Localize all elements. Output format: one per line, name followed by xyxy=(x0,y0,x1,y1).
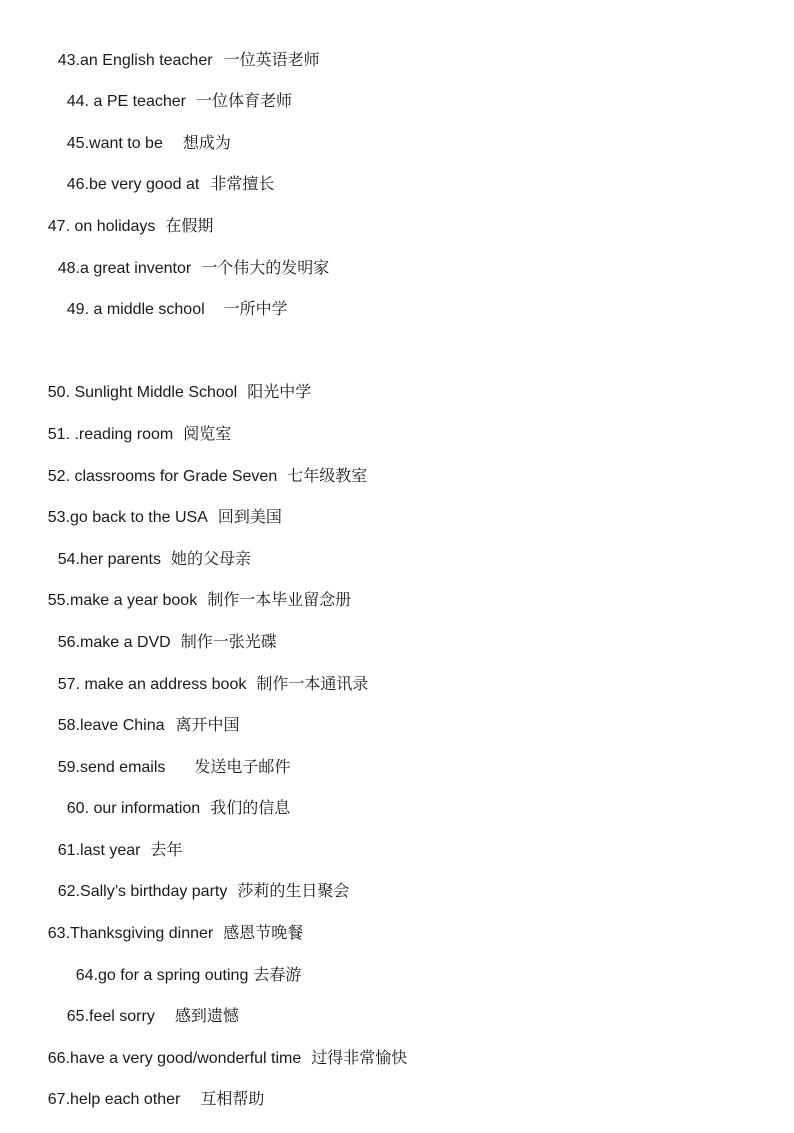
list-item xyxy=(49,276,288,318)
phrase-english: 64.go for a spring outing xyxy=(75,967,249,984)
phrase-chinese: 七年级教室 xyxy=(287,466,368,485)
phrase-english: 54.her parents xyxy=(57,551,161,568)
list-item xyxy=(30,193,214,235)
phrase-chinese: 阳光中学 xyxy=(247,382,312,401)
list-item xyxy=(30,1025,408,1067)
phrase-chinese: 阅览室 xyxy=(183,424,232,443)
phrase-chinese: 她的父母亲 xyxy=(170,549,251,568)
list-item xyxy=(40,734,291,776)
phrase-english: 60. our information xyxy=(66,800,201,817)
phrase-english: 67.help each other xyxy=(47,1091,181,1108)
phrase-chinese: 非常擅长 xyxy=(210,174,275,193)
list-item xyxy=(49,983,239,1025)
list-item xyxy=(40,692,240,734)
list-item xyxy=(40,235,330,277)
phrase-chinese: 过得非常愉快 xyxy=(311,1048,408,1067)
phrase-english: 49. a middle school xyxy=(66,301,205,318)
phrase-chinese: 想成为 xyxy=(182,133,231,152)
list-item xyxy=(49,775,291,817)
list-item xyxy=(49,68,292,110)
list-item xyxy=(40,609,277,651)
phrase-english: 48.a great inventor xyxy=(57,260,192,277)
phrase-english: 63.Thanksgiving dinner xyxy=(47,925,214,942)
phrase-chinese: 感到遗憾 xyxy=(174,1006,239,1025)
phrase-chinese: 互相帮助 xyxy=(200,1089,265,1108)
phrase-english: 59.send emails xyxy=(57,759,166,776)
phrase-english: 55.make a year book xyxy=(47,592,198,609)
phrase-english: 45.want to be xyxy=(66,135,163,152)
list-item xyxy=(30,401,232,443)
phrase-chinese: 制作一本通讯录 xyxy=(256,674,369,693)
list-item xyxy=(30,359,312,401)
phrase-english: 53.go back to the USA xyxy=(47,509,208,526)
phrase-english: 52. classrooms for Grade Seven xyxy=(47,468,278,485)
phrase-chinese: 离开中国 xyxy=(175,715,240,734)
list-item xyxy=(40,817,183,859)
phrase-english: 66.have a very good/wonderful time xyxy=(47,1050,302,1067)
phrase-english: 47. on holidays xyxy=(47,218,156,235)
phrase-english: 58.leave China xyxy=(57,717,165,734)
phrase-english: 62.Sally’s birthday party xyxy=(57,883,228,900)
list-item xyxy=(30,443,368,485)
phrase-english: 65.feel sorry xyxy=(66,1008,155,1025)
phrase-english: 57. make an address book xyxy=(57,676,247,693)
list-item xyxy=(30,484,282,526)
list-item xyxy=(40,526,251,568)
phrase-english: 56.make a DVD xyxy=(57,634,171,651)
phrase-chinese: 去年 xyxy=(150,840,183,859)
phrase-english: 50. Sunlight Middle School xyxy=(47,384,238,401)
list-item xyxy=(40,858,350,900)
phrase-chinese: 一个伟大的发明家 xyxy=(201,258,330,277)
phrase-english: 44. a PE teacher xyxy=(66,93,186,110)
phrase-english: 46.be very good at xyxy=(66,176,200,193)
list-item xyxy=(49,151,275,193)
phrase-chinese: 制作一张光碟 xyxy=(180,632,277,651)
phrase-chinese: 一位英语老师 xyxy=(223,50,320,69)
phrase-chinese: 一所中学 xyxy=(223,299,288,318)
list-item xyxy=(49,110,231,152)
list-item xyxy=(30,567,352,609)
list-item xyxy=(30,900,304,942)
list-item xyxy=(40,27,320,69)
phrase-chinese: 在假期 xyxy=(165,216,214,235)
phrase-chinese: 制作一本毕业留念册 xyxy=(207,590,352,609)
phrase-chinese: 莎莉的生日聚会 xyxy=(237,881,350,900)
phrase-chinese: 一位体育老师 xyxy=(195,91,292,110)
list-item xyxy=(30,1066,265,1108)
list-item xyxy=(40,651,369,693)
phrase-chinese: 感恩节晚餐 xyxy=(223,923,304,942)
phrase-chinese: 回到美国 xyxy=(217,507,282,526)
phrase-english: 61.last year xyxy=(57,842,141,859)
phrase-chinese: 去春游 xyxy=(253,965,302,984)
phrase-chinese: 我们的信息 xyxy=(210,798,291,817)
phrase-english: 43.an English teacher xyxy=(57,52,213,69)
phrase-english: 51. .reading room xyxy=(47,426,174,443)
phrase-chinese: 发送电子邮件 xyxy=(194,757,291,776)
list-item xyxy=(58,942,302,984)
